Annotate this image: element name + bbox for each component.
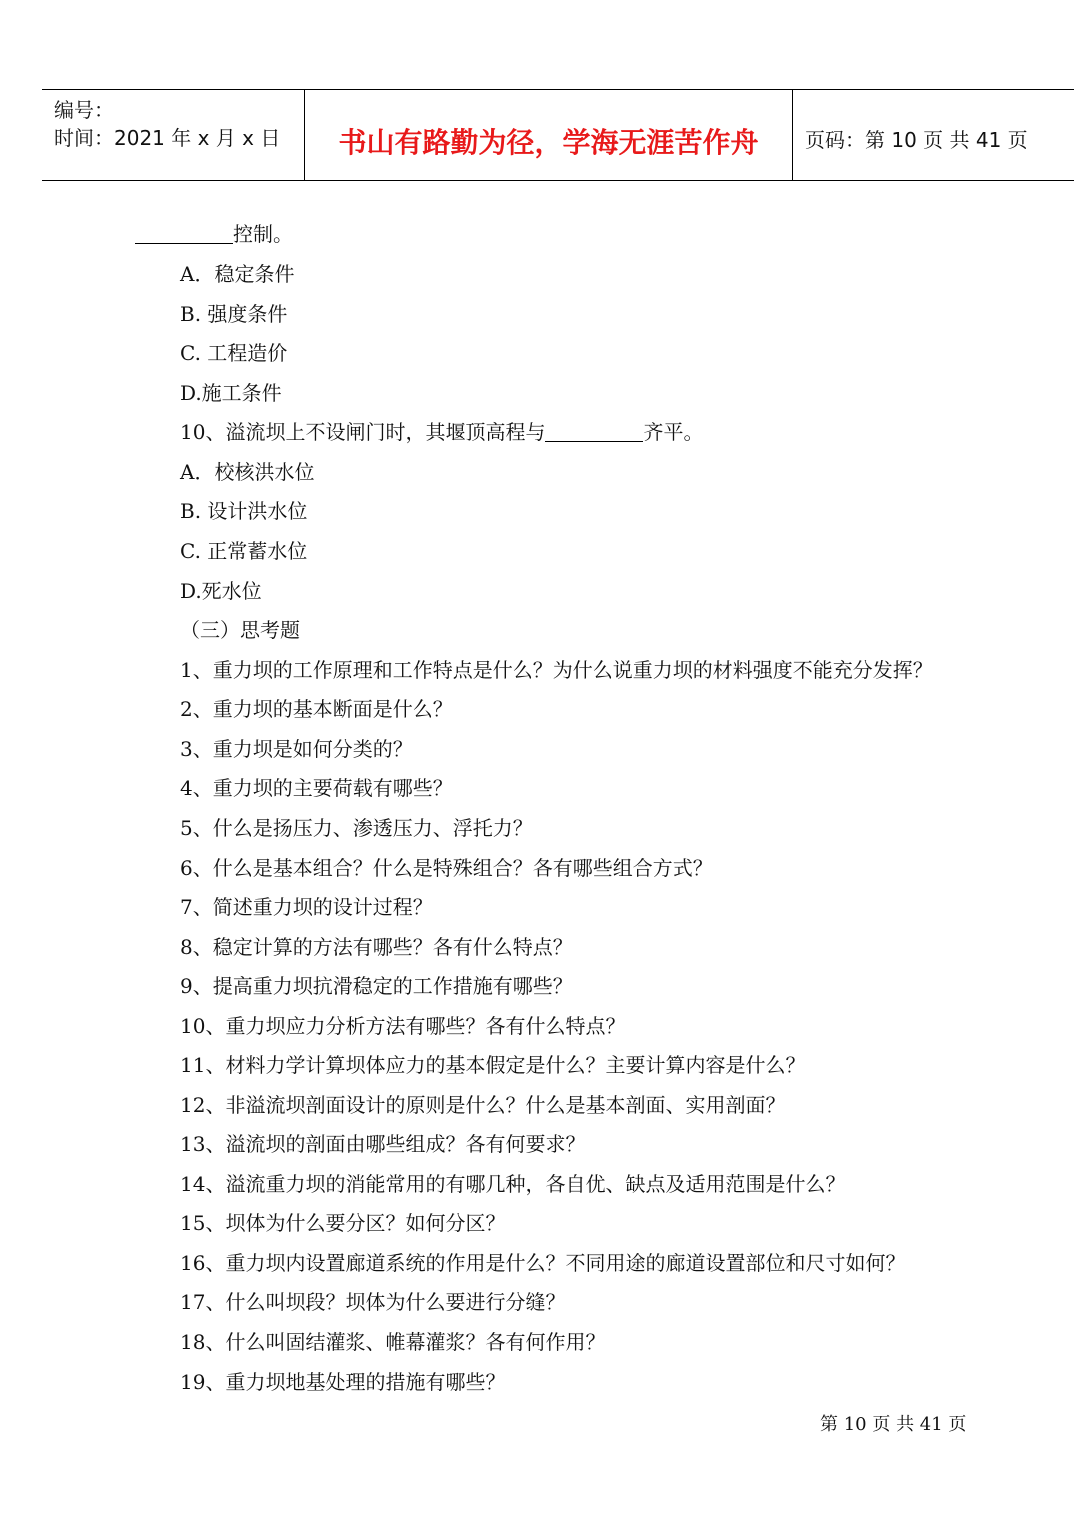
question-item: 18、什么叫固结灌浆、帷幕灌浆？各有何作用？: [180, 1330, 606, 1354]
question-item: 17、什么叫坝段？坝体为什么要进行分缝？: [180, 1290, 566, 1314]
question-item: 13、溢流坝的剖面由哪些组成？各有何要求？: [180, 1132, 586, 1156]
question-item: 15、坝体为什么要分区？如何分区？: [180, 1211, 506, 1235]
question-item: 10、重力坝应力分析方法有哪些？各有什么特点？: [180, 1014, 626, 1038]
document-time-label: 时间：2021 年 x 月 x 日: [54, 126, 281, 150]
question-9-tail-text: 控制。: [233, 222, 293, 246]
page-footer: 第 10 页 共 41 页: [820, 1414, 967, 1435]
question-9-tail: [135, 222, 293, 246]
question-item: 1、重力坝的工作原理和工作特点是什么？为什么说重力坝的材料强度不能充分发挥？: [180, 658, 933, 682]
question-10-option-c: C. 正常蓄水位: [180, 539, 308, 563]
question-item: 12、非溢流坝剖面设计的原则是什么？什么是基本剖面、实用剖面？: [180, 1093, 786, 1117]
question-9-option-b: B. 强度条件: [180, 302, 288, 326]
question-item: 11、材料力学计算坝体应力的基本假定是什么？主要计算内容是什么？: [180, 1053, 806, 1077]
fill-in-blank: [135, 223, 233, 244]
question-10-option-d: D.死水位: [180, 579, 262, 603]
question-10-option-b: B. 设计洪水位: [180, 499, 308, 523]
header-meta-cell: [42, 90, 305, 180]
question-10-option-a: A．校核洪水位: [180, 460, 315, 484]
question-9-option-a: A．稳定条件: [180, 262, 295, 286]
question-item: 7、简述重力坝的设计过程？: [180, 895, 433, 919]
page-header: [42, 89, 1074, 181]
question-item: 19、重力坝地基处理的措施有哪些？: [180, 1370, 506, 1394]
question-item: 16、重力坝内设置廊道系统的作用是什么？不同用途的廊道设置部位和尺寸如何？: [180, 1251, 906, 1275]
question-10-stem-after: 齐平。: [643, 420, 704, 444]
header-motto-cell: [305, 90, 793, 180]
question-9-option-c: C. 工程造价: [180, 341, 288, 365]
question-item: 14、溢流重力坝的消能常用的有哪几种，各自优、缺点及适用范围是什么？: [180, 1172, 846, 1196]
question-item: 8、稳定计算的方法有哪些？各有什么特点？: [180, 935, 573, 959]
question-item: 2、重力坝的基本断面是什么？: [180, 697, 453, 721]
question-item: 9、提高重力坝抗滑稳定的工作措施有哪些？: [180, 974, 573, 998]
question-10-stem-before: 10、溢流坝上不设闸门时，其堰顶高程与: [180, 420, 546, 444]
section-title: （三）思考题: [180, 618, 300, 642]
header-motto: 书山有路勤为径，学海无涯苦作舟: [338, 126, 759, 159]
header-page-cell: [793, 90, 1074, 180]
question-item: 5、什么是扬压力、渗透压力、浮托力？: [180, 816, 533, 840]
document-number-label: 编号：: [54, 98, 114, 122]
question-9-option-d: D.施工条件: [180, 381, 282, 405]
question-item: 6、什么是基本组合？什么是特殊组合？各有哪些组合方式？: [180, 856, 713, 880]
fill-in-blank: [545, 421, 643, 442]
header-page-number: 页码：第 10 页 共 41 页: [805, 128, 1028, 152]
question-item: 3、重力坝是如何分类的？: [180, 737, 413, 761]
question-item: 4、重力坝的主要荷载有哪些？: [180, 776, 453, 800]
question-10-stem: [180, 420, 703, 444]
